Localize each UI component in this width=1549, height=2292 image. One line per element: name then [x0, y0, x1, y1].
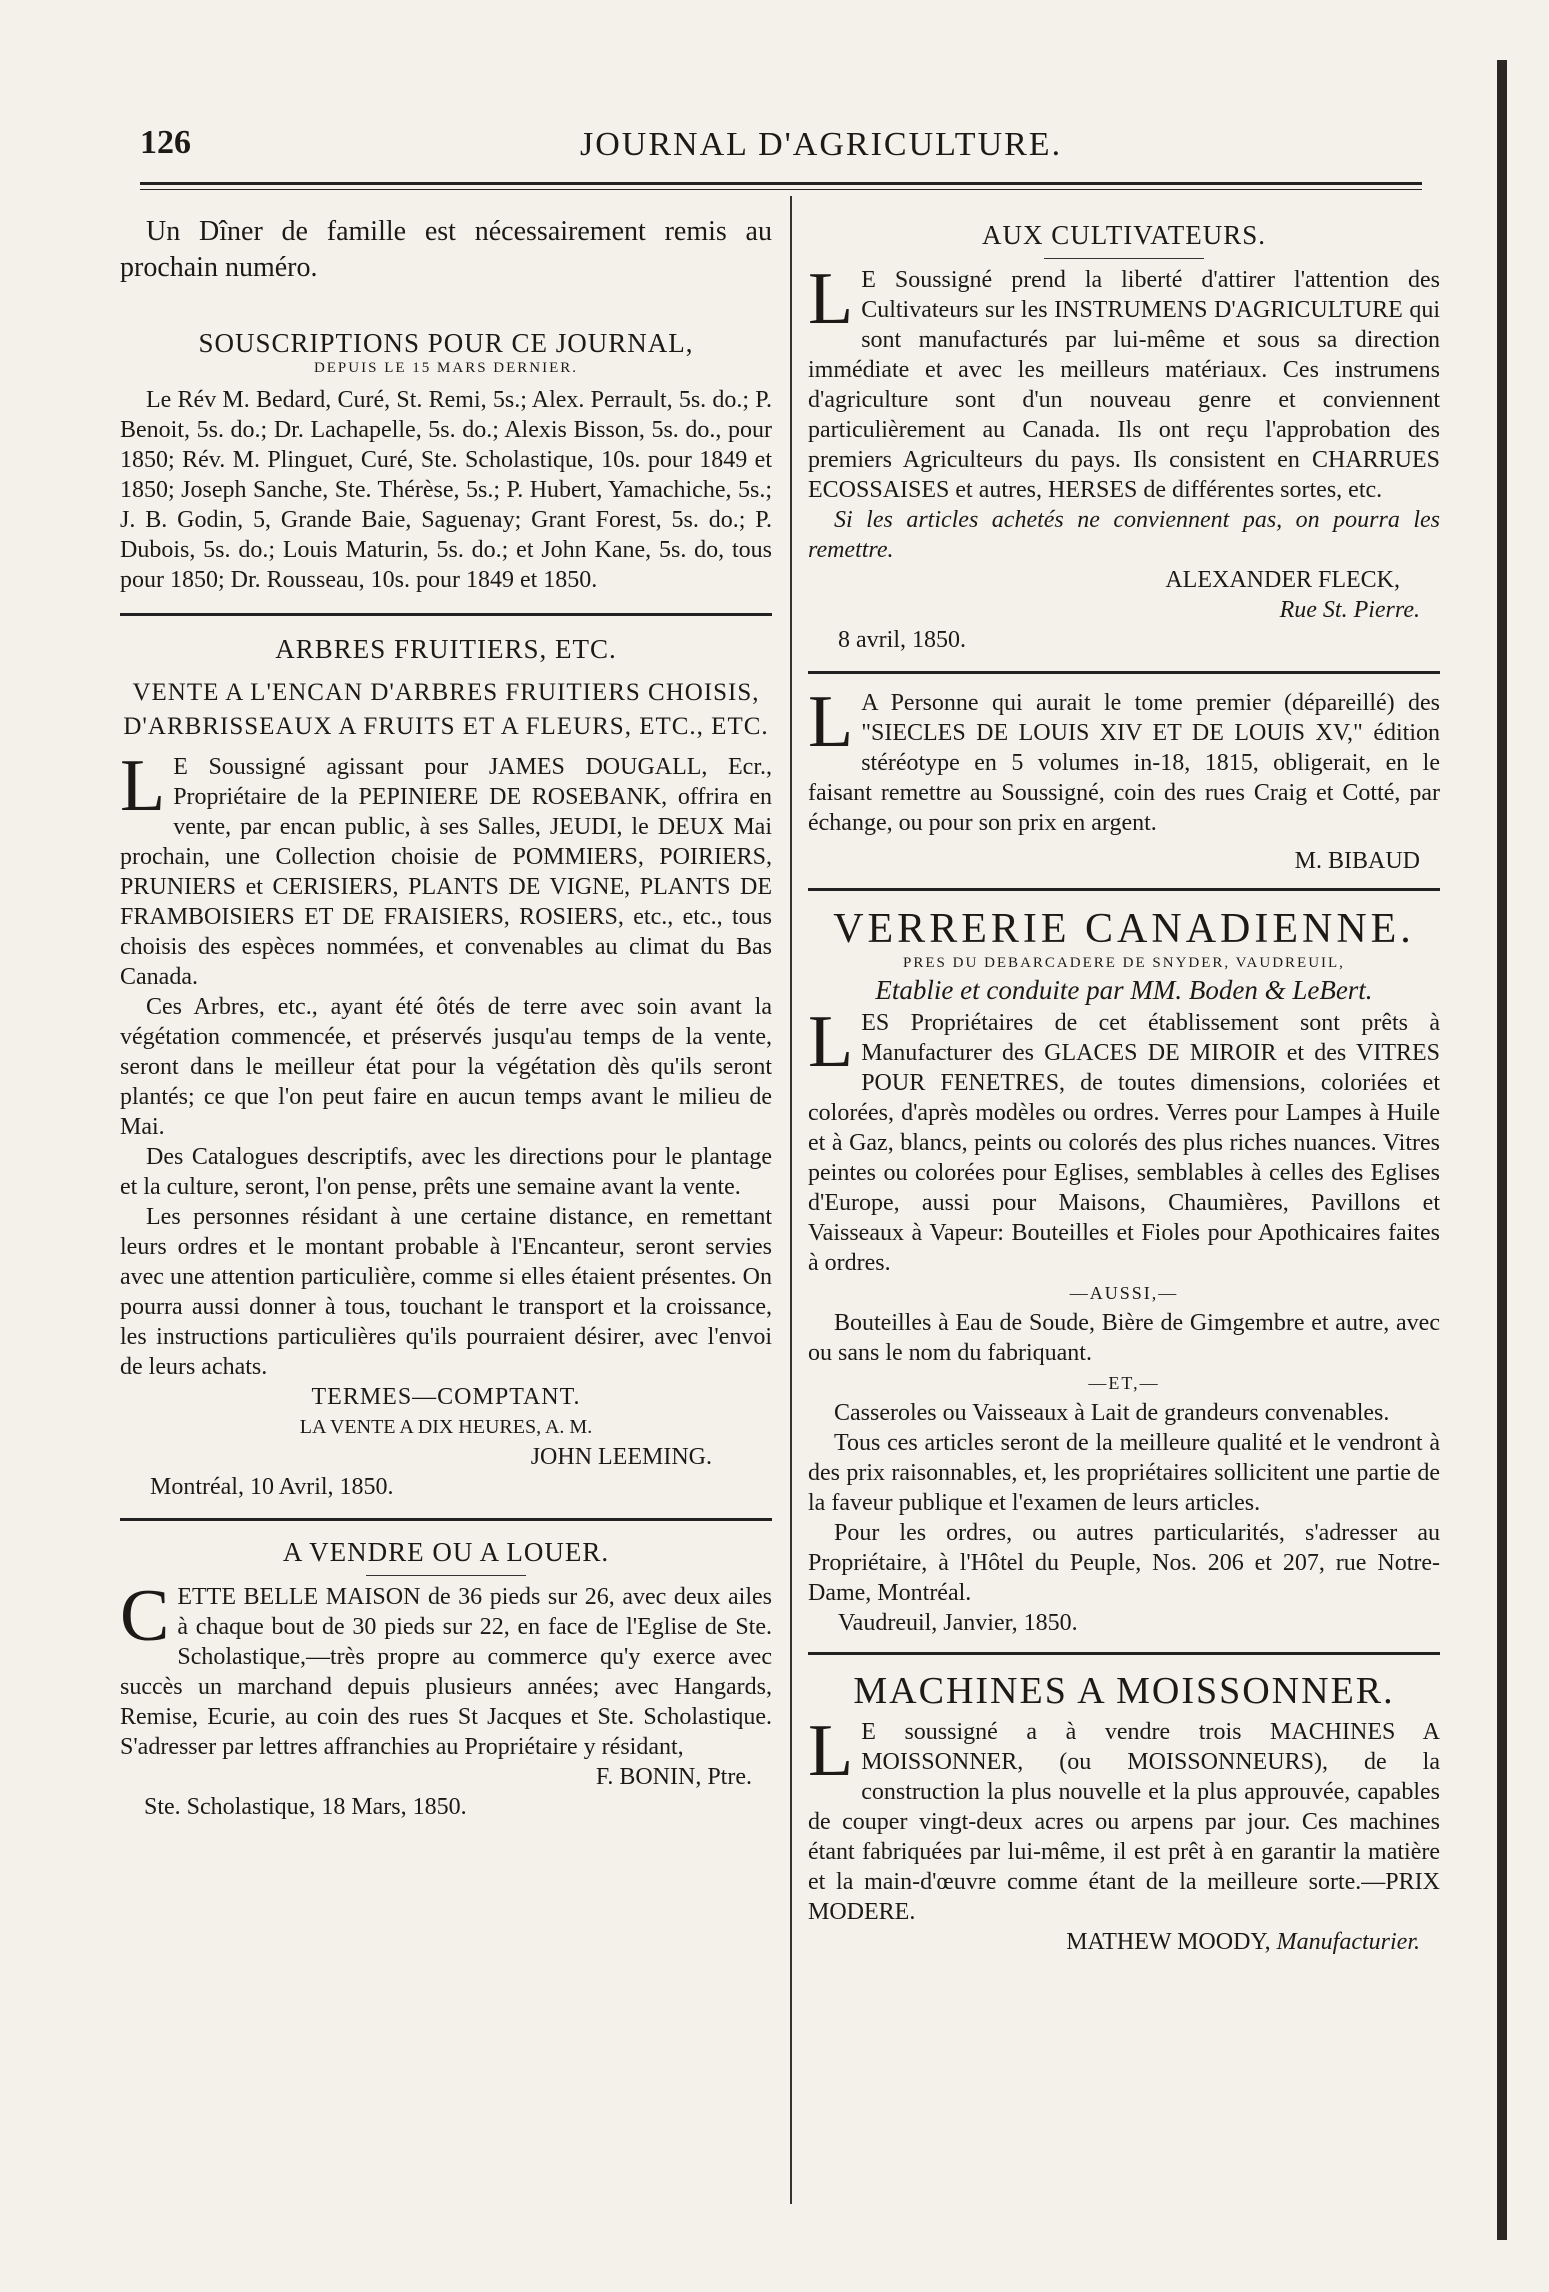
drop-cap: L [808, 1001, 854, 1083]
arbres-subtitle: VENTE A L'ENCAN D'ARBRES FRUITIERS CHOISIS, D'ARBRISSEAUX A FRUITS ET A FLEURS, ETC., ETC. [123, 679, 769, 740]
signer: M. BIBAUD [1294, 848, 1420, 874]
date: 8 avril, 1850. [838, 627, 966, 653]
verrerie-body: LES Propriétaires de cet établissement sont prêts à Manufacturer des GLACES DE MIROIR et des VITRES POUR FENETRES, de toutes dimensions, coloriées et colorées, d'après modèles ou ordres. Verres pour Lampes à Huile et à Gaz, blancs, peints ou colorés des plus riches nuances. Vitres peintes ou colorées pour Eglises, semblables à celles des Eglises d'Europe, aussi pour Maisons, Chaumières, Pavillons et Vaisseaux à Vapeur: Bouteilles et Fioles pour Apothicaires faites à ordres. —AUSSI,— Bouteilles à Eau de Soude, Bière de Gimgembre et autre, avec ou sans le nom du fabriquant. —ET,— Casseroles ou Vaisseaux à Lait de grandeurs convenables. Tous ces articles seront de la meilleure qualité et le vendront à des prix raisonnables, et, les propriétaires sollicitent une partie de la faveur publique et l'examen de leurs articles. Pour les ordres, ou autres particularités, s'adresser au Propriétaire, à l'Hôtel du Peuple, Nos. 206 et 207, rue Notre-Dame, Montréal. Vaudreuil, Janvier, 1850. [808, 1001, 1440, 1636]
verrerie-title: VERRERIE CANADIENNE. [833, 906, 1415, 952]
drop-cap: L [808, 681, 854, 763]
journal-title: JOURNAL D'AGRICULTURE. [580, 126, 1063, 163]
subscriptions-title: SOUSCRIPTIONS POUR CE JOURNAL, [198, 328, 694, 358]
right-column [808, 196, 1440, 1957]
address: Rue St. Pierre. [1279, 597, 1420, 623]
cultivateurs-title: AUX CULTIVATEURS. [981, 220, 1267, 250]
signer: MATHEW MOODY, [1066, 1929, 1271, 1955]
signer-line [808, 1927, 1440, 1957]
verrerie-established: Etablie et conduite par MM. Boden & LeBert. [875, 975, 1373, 1005]
machines-title: MACHINES A MOISSONNER. [853, 1670, 1395, 1712]
aussi-label: —AUSSI,— [1069, 1283, 1179, 1303]
signer: F. BONIN, Ptre. [595, 1764, 752, 1790]
drop-cap: L [120, 745, 166, 827]
header-rule-thin [140, 189, 1422, 190]
page-number: 126 [140, 124, 191, 161]
header-rule [140, 182, 1422, 185]
diner-notice: Un Dîner de famille est nécessairement remis au prochain numéro. [120, 216, 772, 283]
vendre-body: CETTE BELLE MAISON de 36 pieds sur 26, avec deux ailes à chaque bout de 30 pieds sur 22, en face de l'Eglise de Ste. Scholastique,—très propre au commerce qu'y exerce avec succès un marchand depuis plusieurs années; avec Hangards, Remise, Ecurie, au coin des rues St Jacques et Ste. Scholastique. S'adresser par lettres affranchies au Propriétaire y résidant, F. BONIN, Ptre. Ste. Scholastique, 18 Mars, 1850. [120, 1575, 772, 1820]
sale-time: LA VENTE A DIX HEURES, A. M. [299, 1416, 593, 1438]
subscriptions-subtitle: DEPUIS LE 15 MARS DERNIER. [313, 360, 579, 376]
signer-role: Manufacturier. [1276, 1929, 1420, 1955]
left-column [120, 196, 772, 1822]
drop-cap: L [808, 1710, 854, 1792]
drop-cap: C [120, 1575, 170, 1657]
subscriptions-body: Le Rév M. Bedard, Curé, St. Remi, 5s.; Alex. Perrault, 5s. do.; P. Benoit, 5s. do.; Dr. Lachapelle, 5s. do.; Alexis Bisson, 5s. do., pour 1850; Rév. M. Plinguet, Curé, Ste. Scholastique, 10s. pour 1849 et 1850; Joseph Sanche, Ste. Thérèse, 5s.; P. Hubert, Yamachiche, 5s.; J. B. Godin, 5, Grande Baie, Saguenay; Grant Forest, 5s. do.; P. Dubois, 5s. do.; Louis Maturin, 5s. do.; et John Kane, 5s. do, tous pour 1850; Dr. Rousseau, 10s. pour 1849 et 1850. [120, 387, 772, 593]
short-rule [366, 1575, 526, 1576]
date: Vaudreuil, Janvier, 1850. [838, 1610, 1078, 1636]
et-label: —ET,— [1088, 1373, 1160, 1393]
page-header [140, 118, 1440, 168]
short-rule [1044, 258, 1204, 259]
date: Montréal, 10 Avril, 1850. [150, 1474, 394, 1500]
terms: TERMES—COMPTANT. [311, 1384, 581, 1410]
bibaud-body: L A Personne qui aurait le tome premier (dépareillé) des "SIECLES DE LOUIS XIV ET DE LOUIS XV," édition stéréotype en 5 volumes in-18, 1815, obligerait, en le faisant remettre au Soussigné, coin des rues Craig et Cotté, par échange, ou pour son prix en argent. M. BIBAUD [808, 681, 1440, 874]
cultivateurs-body: L E Soussigné prend la liberté d'attirer l'attention des Cultivateurs sur les INSTRUMENS D'AGRICULTURE qui sont manufacturés par lui-même et sous sa direction immédiate et avec les meilleurs matériaux. Ces instrumens d'agriculture sont d'un nouveau genre et conviennent particulièrement au Canada. Ils ont reçu l'approbation des premiers Agriculteurs du pays. Ils consistent en CHARRUES ECOSSAISES et autres, HERSES de différentes sortes, etc. Si les articles achetés ne conviennent pas, on pourra les remettre. ALEXANDER FLECK, Rue St. Pierre. 8 avril, 1850. [808, 258, 1440, 653]
arbres-body: L E Soussigné agissant pour JAMES DOUGALL, Ecr., Propriétaire de la PEPINIERE DE ROSEBANK, offrira en vente, par encan public, à ses Salles, JEUDI, le DEUX Mai prochain, une Collection choisie de POMMIERS, POIRIERS, PRUNIERS et CERISIERS, PLANTS DE VIGNE, PLANTS DE FRAMBOISIERS ET DE FRAISIERS, ROSIERS, etc., etc., tous choisis des espèces nommées, et convenables au climat du Bas Canada. Ces Arbres, etc., ayant été ôtés de terre avec soin avant la végétation commencée, et préservés jusqu'au temps de la vente, seront dans le meilleur état pour la végétation dès qu'ils seront plantés; ce que l'on peut faire en aucun temps avant le milieu de Mai. Des Catalogues descriptifs, avec les directions pour le plantage et la culture, seront, l'on pense, prêts une semaine avant la vente. Les personnes résidant à une certaine distance, en remettant leurs ordres et le montant probable à l'Encanteur, seront servies avec une attention particulière, comme si elles étaient présentes. On pourra aussi donner à tous, touchant le transport et la croissance, les instructions particulières qu'ils pourraient désirer, avec l'envoi de leurs achats. TERMES—COMPTANT. LA VENTE A DIX HEURES, A. M. JOHN LEEMING. Montréal, 10 Avril, 1850. [120, 745, 772, 1500]
verrerie-subtitle: PRES DU DEBARCADERE DE SNYDER, VAUDREUIL, [903, 955, 1345, 971]
vendre-title: A VENDRE OU A LOUER. [282, 1537, 610, 1567]
drop-cap: L [808, 258, 854, 340]
signer: JOHN LEEMING. [530, 1444, 712, 1470]
machines-body: L E soussigné a à vendre trois MACHINES A MOISSONNER, (ou MOISSONNEURS), de la construction la plus nouvelle et la plus approuvée, capables de couper vingt-deux acres ou arpens par jour. Ces machines étant fabriquées par lui-même, il est prêt à en garantir la matière et la main-d'œuvre comme étant de la meilleure sorte.—PRIX MODERE. MATHEW MOODY, Manufacturier. [808, 1710, 1440, 1955]
arbres-title: ARBRES FRUITIERS, ETC. [275, 634, 617, 664]
page-edge [1497, 60, 1507, 2240]
date: Ste. Scholastique, 18 Mars, 1850. [144, 1794, 467, 1820]
signer: ALEXANDER FLECK, [1165, 567, 1400, 593]
column-divider [790, 196, 792, 2204]
